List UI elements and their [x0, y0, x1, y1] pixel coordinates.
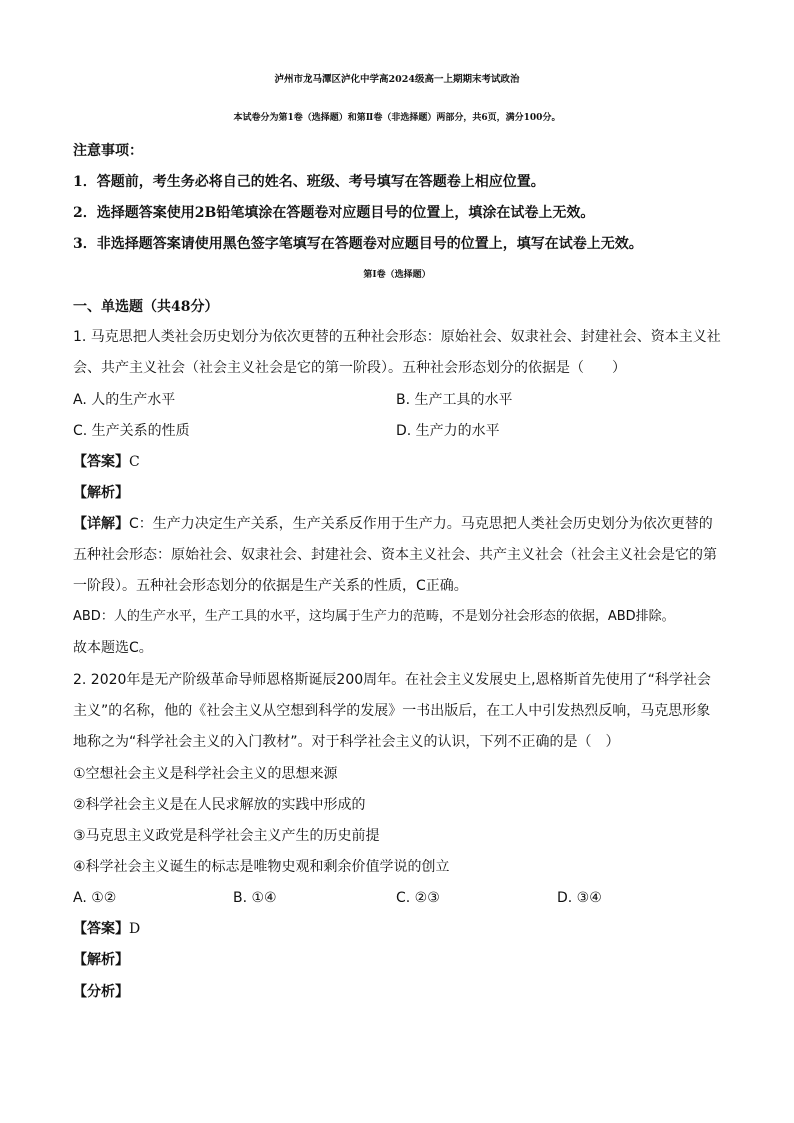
q1-answer-label: 【答案】	[73, 454, 129, 470]
q2-analysis-label: 【解析】	[73, 952, 129, 968]
exam-subtitle: 本试卷分为第1卷（选择题）和第Ⅱ卷（非选择题）两部分，共6页，满分100分。	[233, 113, 561, 123]
q1-detail-line-4: ABD：人的生产水平，生产工具的水平，这均属于生产力的范畴，不是划分社会形态的依据，ABD排除。	[73, 609, 675, 624]
q1-option-d: D. 生产力的水平	[396, 423, 500, 439]
q1-detail-line-3: 一阶段）。五种社会形态划分的依据是生产关系的性质，C正确。	[73, 578, 468, 594]
q1-option-a: A. 人的生产水平	[73, 392, 176, 408]
q2-fenxi-label: 【分析】	[73, 984, 129, 1000]
q1-detail-line-2: 五种社会形态：原始社会、奴隶社会、封建社会、资本主义社会、共产主义社会（社会主义社会是它的第	[73, 547, 717, 563]
q1-conclusion: 故本题选C。	[73, 640, 153, 656]
q2-statement-4: ④科学社会主义诞生的标志是唯物史观和剩余价值学说的创立	[73, 859, 450, 875]
q1-analysis-label: 【解析】	[73, 485, 129, 501]
q1-stem-line-1: 1. 马克思把人类社会历史划分为依次更替的五种社会形态：原始社会、奴隶社会、封建社会、资本主义社	[73, 329, 721, 345]
notice-heading: 注意事项：	[73, 143, 143, 159]
q2-option-b: B. ①④	[233, 890, 277, 906]
notice-item-3: 3．非选择题答案请使用黑色签字笔填写在答题卷对应题目号的位置上，填写在试卷上无效。	[73, 236, 643, 252]
q1-option-b: B. 生产工具的水平	[396, 392, 513, 408]
q2-stem-line-3: 地称之为“科学社会主义的入门教材”。对于科学社会主义的认识，下列不正确的是（ ）	[73, 734, 620, 750]
q2-stem-line-1: 2. 2020年是无产阶级革命导师恩格斯诞辰200周年。在社会主义发展史上,恩格斯首先使用了“科学社会	[73, 672, 711, 688]
part-heading: 第Ⅰ卷（选择题）	[363, 270, 431, 280]
notice-item-1: 1．答题前，考生务必将自己的姓名、班级、考号填写在答题卷上相应位置。	[73, 174, 545, 190]
q2-answer-label: 【答案】	[73, 921, 129, 937]
q2-option-d: D. ③④	[557, 890, 602, 906]
q2-stem-line-2: 主义”的名称，他的《社会主义从空想到科学的发展》一书出版后，在工人中引发热烈反响，马克思形象	[73, 703, 711, 719]
q1-option-c: C. 生产关系的性质	[73, 423, 190, 439]
q2-option-c: C. ②③	[396, 890, 440, 906]
q1-detail-label: 【详解】	[73, 516, 129, 532]
notice-item-2: 2．选择题答案使用2B铅笔填涂在答题卷对应题目号的位置上，填涂在试卷上无效。	[73, 205, 595, 221]
q1-detail-line-1	[73, 514, 713, 534]
q2-answer-value: D	[129, 921, 141, 937]
q1-answer-value: C	[129, 454, 140, 470]
q2-option-a: A. ①②	[73, 890, 117, 906]
section-heading: 一、单选题（共48分）	[73, 299, 219, 315]
exam-title: 泸州市龙马潭区泸化中学高2024级高一上期期末考试政治	[274, 74, 520, 85]
q2-statement-2: ②科学社会主义是在人民求解放的实践中形成的	[73, 797, 366, 813]
q2-statement-1: ①空想社会主义是科学社会主义的思想来源	[73, 766, 338, 782]
q1-detail-text: C：生产力决定生产关系，生产关系反作用于生产力。马克思把人类社会历史划分为依次更替的	[129, 516, 713, 532]
q1-stem-line-2: 会、共产主义社会（社会主义社会是它的第一阶段）。五种社会形态划分的依据是（ ）	[73, 360, 626, 376]
q1-answer	[73, 452, 140, 472]
q2-answer	[73, 919, 140, 939]
q2-statement-3: ③马克思主义政党是科学社会主义产生的历史前提	[73, 828, 380, 844]
